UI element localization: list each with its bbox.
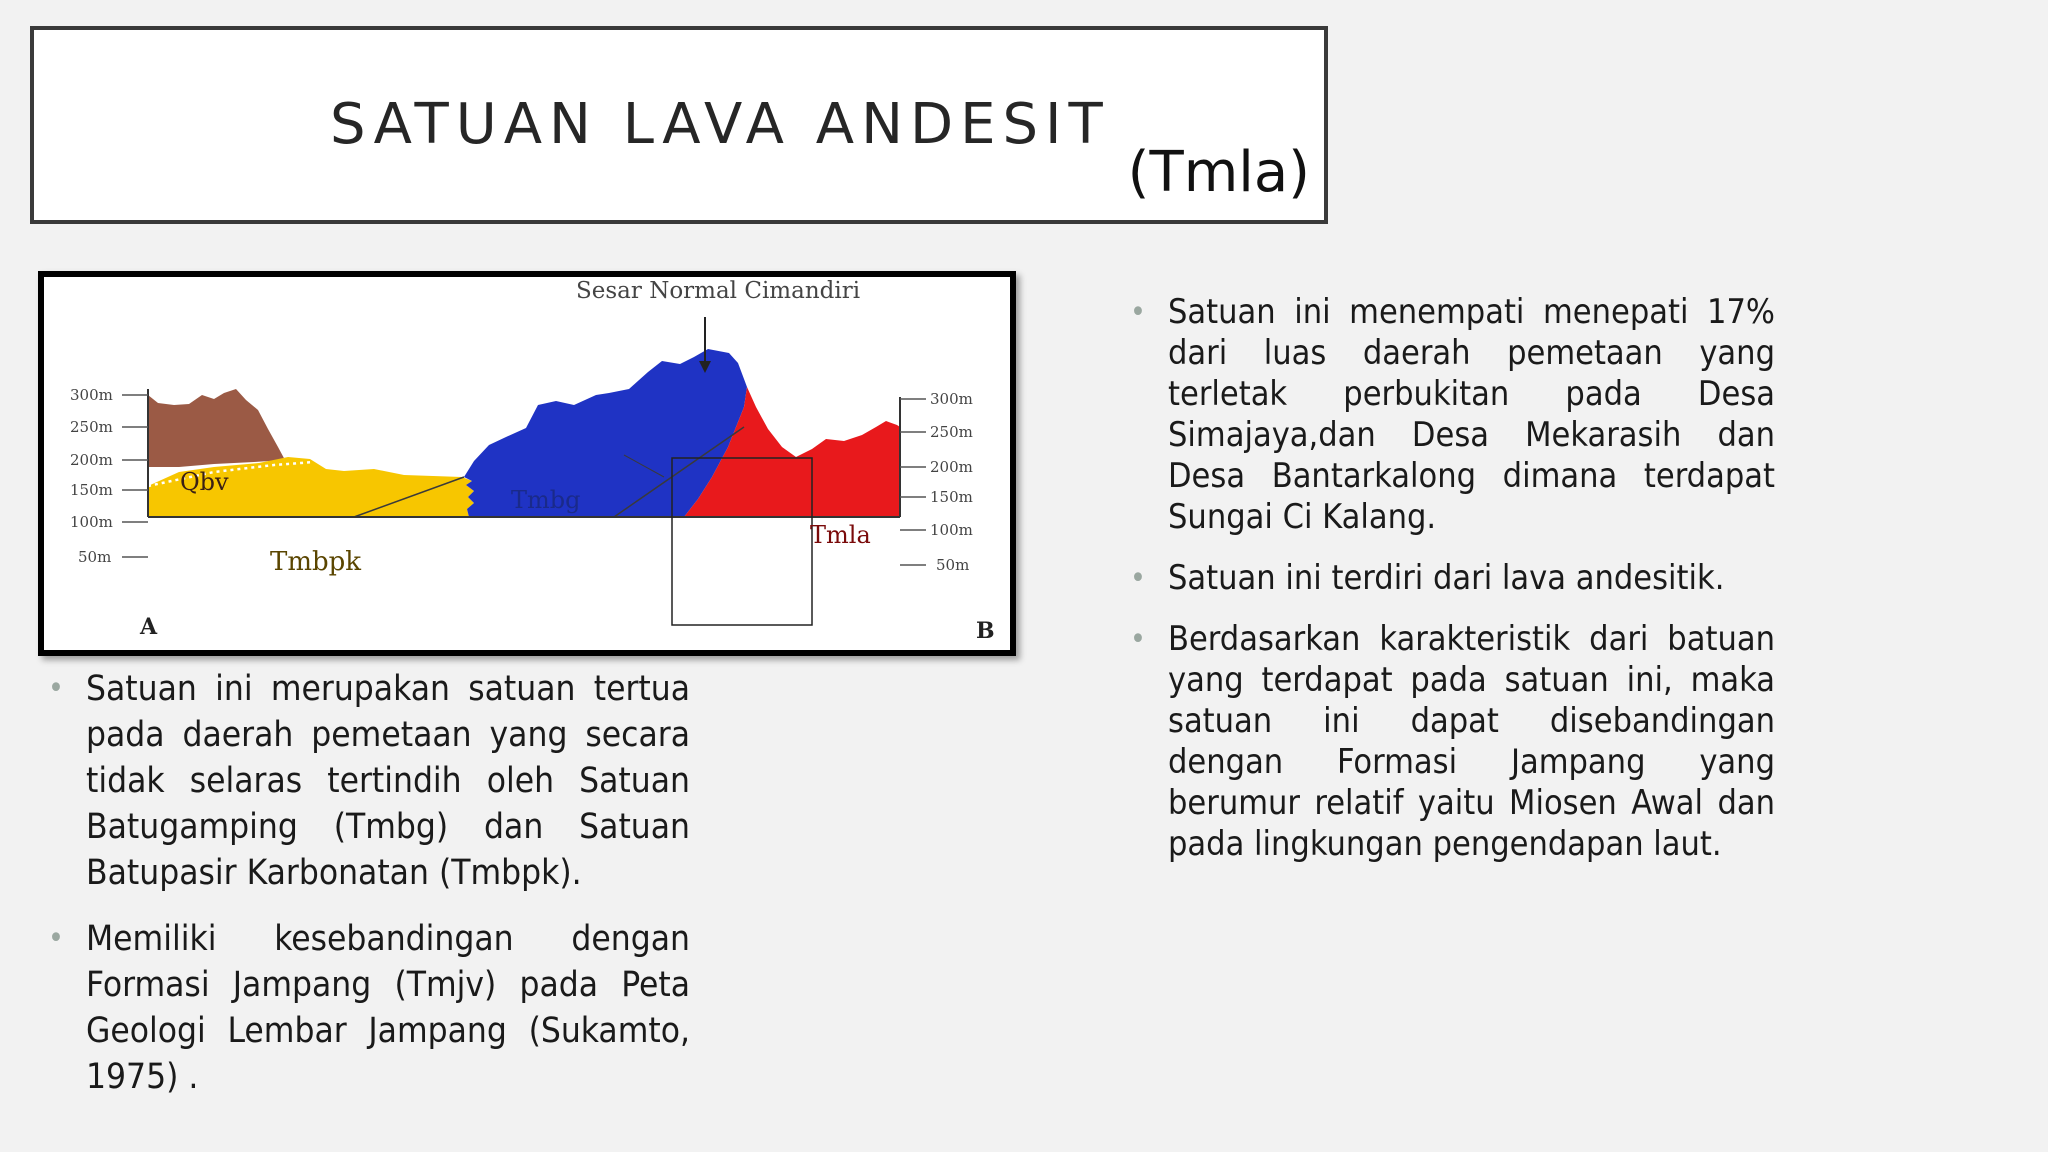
right-scale-200: 200m	[930, 458, 973, 476]
slide-title: SATUAN LAVA ANDESIT	[330, 92, 1110, 157]
bullet-text: Satuan ini terdiri dari lava andesitik.	[1168, 558, 1725, 598]
right-scale-50: 50m	[936, 556, 970, 574]
right-bullet-list	[1130, 292, 1775, 865]
left-scale-200: 200m	[70, 451, 113, 469]
left-bullet-list	[48, 666, 690, 1100]
cross-section-svg	[44, 277, 1010, 650]
list-item	[1130, 558, 1775, 599]
qbv-unit	[148, 389, 285, 467]
unit-code: (Tmla)	[1127, 140, 1310, 205]
bullet-text: Satuan ini menempati menepati 17% dari luas daerah pemetaan yang terletak perbukitan pada Desa Simajaya,dan Desa Mekarasih dan Desa Bantarkalong dimana terdapat Sungai Ci Kalang.	[1168, 292, 1775, 537]
list-item	[1130, 619, 1775, 865]
endpoint-b: B	[976, 618, 995, 644]
bullet-icon: •	[48, 921, 64, 956]
cross-section-figure	[38, 271, 1016, 656]
bullet-icon: •	[1130, 561, 1146, 596]
list-item	[48, 666, 690, 896]
left-scale-50: 50m	[78, 548, 112, 566]
bullet-text: Satuan ini merupakan satuan tertua pada daerah pemetaan yang secara tidak selaras tertindih oleh Satuan Batugamping (Tmbg) dan Satuan Batupasir Karbonatan (Tmbpk).	[86, 669, 690, 893]
qbv-label: Qbv	[180, 468, 229, 496]
endpoint-a: A	[140, 614, 158, 640]
bullet-icon: •	[1130, 622, 1146, 657]
fault-label: Sesar Normal Cimandiri	[576, 278, 861, 304]
list-item	[1130, 292, 1775, 538]
right-ticks	[900, 399, 926, 565]
title-box	[30, 26, 1328, 224]
tmbpk-label: Tmbpk	[270, 547, 362, 577]
bullet-text: Memiliki kesebandingan dengan Formasi Jampang (Tmjv) pada Peta Geologi Lembar Jampang (Sukamto, 1975) .	[86, 919, 690, 1097]
right-scale	[930, 390, 973, 574]
right-scale-250: 250m	[930, 423, 973, 441]
left-scale	[70, 386, 113, 566]
bullet-icon: •	[1130, 295, 1146, 330]
list-item	[48, 916, 690, 1100]
right-scale-150: 150m	[930, 488, 973, 506]
left-text-column	[48, 666, 690, 1120]
tmla-label: Tmla	[810, 521, 871, 549]
right-scale-300: 300m	[930, 390, 973, 408]
left-ticks	[122, 395, 148, 557]
left-scale-250: 250m	[70, 418, 113, 436]
left-scale-150: 150m	[70, 481, 113, 499]
right-scale-100: 100m	[930, 521, 973, 539]
tmbg-label: Tmbg	[511, 486, 581, 514]
right-text-column	[1130, 292, 1775, 885]
left-scale-300: 300m	[70, 386, 113, 404]
bullet-icon: •	[48, 671, 64, 706]
left-scale-100: 100m	[70, 513, 113, 531]
bullet-text: Berdasarkan karakteristik dari batuan yang terdapat pada satuan ini, maka satuan ini dapat disebandingan dengan Formasi Jampang yang berumur relatif yaitu Miosen Awal dan pada lingkungan pengendapan laut.	[1168, 619, 1775, 864]
